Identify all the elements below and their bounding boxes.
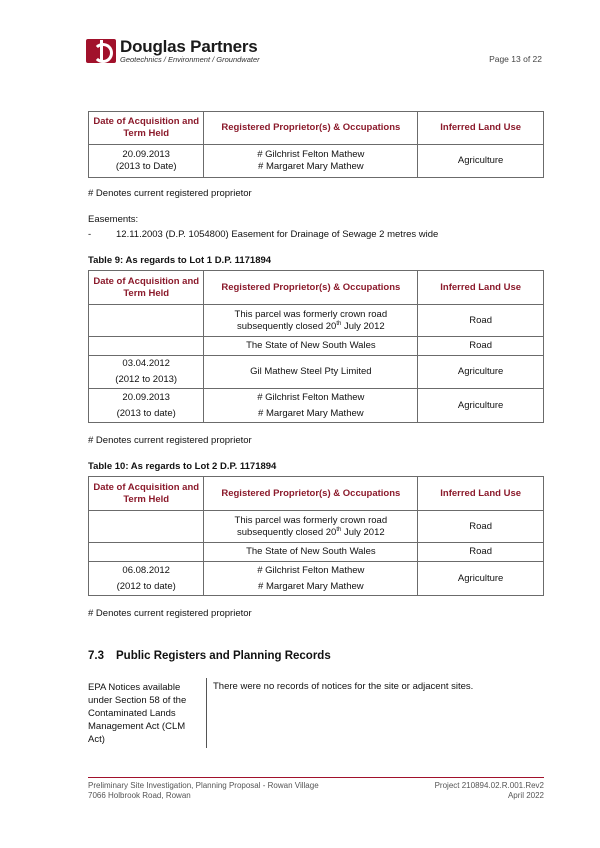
company-name: Douglas Partners xyxy=(120,37,258,57)
table9 xyxy=(88,270,544,423)
header-proprietors: Registered Proprietor(s) & Occupations xyxy=(204,112,418,145)
header-date: Date of Acquisition and Term Held xyxy=(89,271,204,305)
epa-label: EPA Notices available under Section 58 of the Contaminated Lands Management Act (CLM Act) xyxy=(88,682,187,745)
land-use-cell: Agriculture xyxy=(418,389,544,423)
easement-item: 12.11.2003 (D.P. 1054800) Easement for Drainage of Sewage 2 metres wide xyxy=(116,229,439,240)
land-use-cell: Road xyxy=(418,543,544,562)
epa-divider xyxy=(206,678,207,748)
table-row xyxy=(89,389,544,423)
proprietor-cell: This parcel was formerly crown road subsequently closed 20th July 2012 xyxy=(204,305,418,337)
date-cell xyxy=(89,337,204,356)
section-number: 7.3 xyxy=(88,650,104,662)
land-use-cell: Road xyxy=(418,305,544,337)
table9-caption: Table 9: As regards to Lot 1 D.P. 1171894 xyxy=(88,255,272,266)
table10-caption: Table 10: As regards to Lot 2 D.P. 1171894 xyxy=(88,461,277,472)
header-land-use: Inferred Land Use xyxy=(418,477,544,511)
table-row xyxy=(89,562,544,596)
header-date: Date of Acquisition and Term Held xyxy=(89,477,204,511)
header-proprietors: Registered Proprietor(s) & Occupations xyxy=(204,271,418,305)
proprietor-cell: This parcel was formerly crown road subsequently closed 20th July 2012 xyxy=(204,511,418,543)
header-land-use: Inferred Land Use xyxy=(418,112,544,145)
logo-mark-icon xyxy=(86,39,116,63)
proprietor-cell: # Gilchrist Felton Mathew # Margaret Mary Mathew xyxy=(204,145,418,178)
date-cell: 03.04.2012 (2012 to 2013) xyxy=(89,356,204,389)
land-use-cell: Road xyxy=(418,337,544,356)
table-row xyxy=(89,511,544,543)
land-use-cell: Road xyxy=(418,511,544,543)
page-number: Page 13 of 22 xyxy=(489,54,542,64)
easements-title: Easements: xyxy=(88,214,139,225)
date-cell: 06.08.2012 (2012 to date) xyxy=(89,562,204,596)
table-row xyxy=(89,543,544,562)
proprietor-table-continued xyxy=(88,111,544,178)
section-heading xyxy=(88,650,331,662)
note: # Denotes current registered proprietor xyxy=(88,608,252,619)
footer-right: Project 210894.02.R.001.Rev2 April 2022 xyxy=(434,781,544,800)
land-use-cell: Agriculture xyxy=(418,562,544,596)
epa-text: There were no records of notices for the site or adjacent sites. xyxy=(213,681,474,692)
land-use-cell: Agriculture xyxy=(418,145,544,178)
company-logo xyxy=(86,38,260,64)
date-cell: 20.09.2013 (2013 to date) xyxy=(89,389,204,423)
table-row xyxy=(89,305,544,337)
date-cell xyxy=(89,543,204,562)
table10 xyxy=(88,476,544,596)
table-row xyxy=(89,337,544,356)
header-date: Date of Acquisition and Term Held xyxy=(89,112,204,145)
company-tagline: Geotechnics / Environment / Groundwater xyxy=(120,55,260,65)
land-use-cell: Agriculture xyxy=(418,356,544,389)
header-land-use: Inferred Land Use xyxy=(418,271,544,305)
section-title: Public Registers and Planning Records xyxy=(116,650,331,662)
date-cell xyxy=(89,305,204,337)
footer-left: Preliminary Site Investigation, Planning Proposal - Rowan Village 7066 Holbrook Road, Rowan xyxy=(88,781,319,800)
table-row xyxy=(89,145,544,178)
proprietor-cell: # Gilchrist Felton Mathew # Margaret Mary Mathew xyxy=(204,562,418,596)
proprietor-cell: # Gilchrist Felton Mathew # Margaret Mary Mathew xyxy=(204,389,418,423)
proprietor-cell: The State of New South Wales xyxy=(204,543,418,562)
proprietor-cell: The State of New South Wales xyxy=(204,337,418,356)
footer-divider xyxy=(88,777,544,778)
header-proprietors: Registered Proprietor(s) & Occupations xyxy=(204,477,418,511)
proprietor-cell: Gil Mathew Steel Pty Limited xyxy=(204,356,418,389)
date-cell: 20.09.2013 (2013 to Date) xyxy=(89,145,204,178)
date-cell xyxy=(89,511,204,543)
note: # Denotes current registered proprietor xyxy=(88,188,252,199)
note: # Denotes current registered proprietor xyxy=(88,435,252,446)
easement-bullet: - xyxy=(88,229,92,240)
table-row xyxy=(89,356,544,389)
